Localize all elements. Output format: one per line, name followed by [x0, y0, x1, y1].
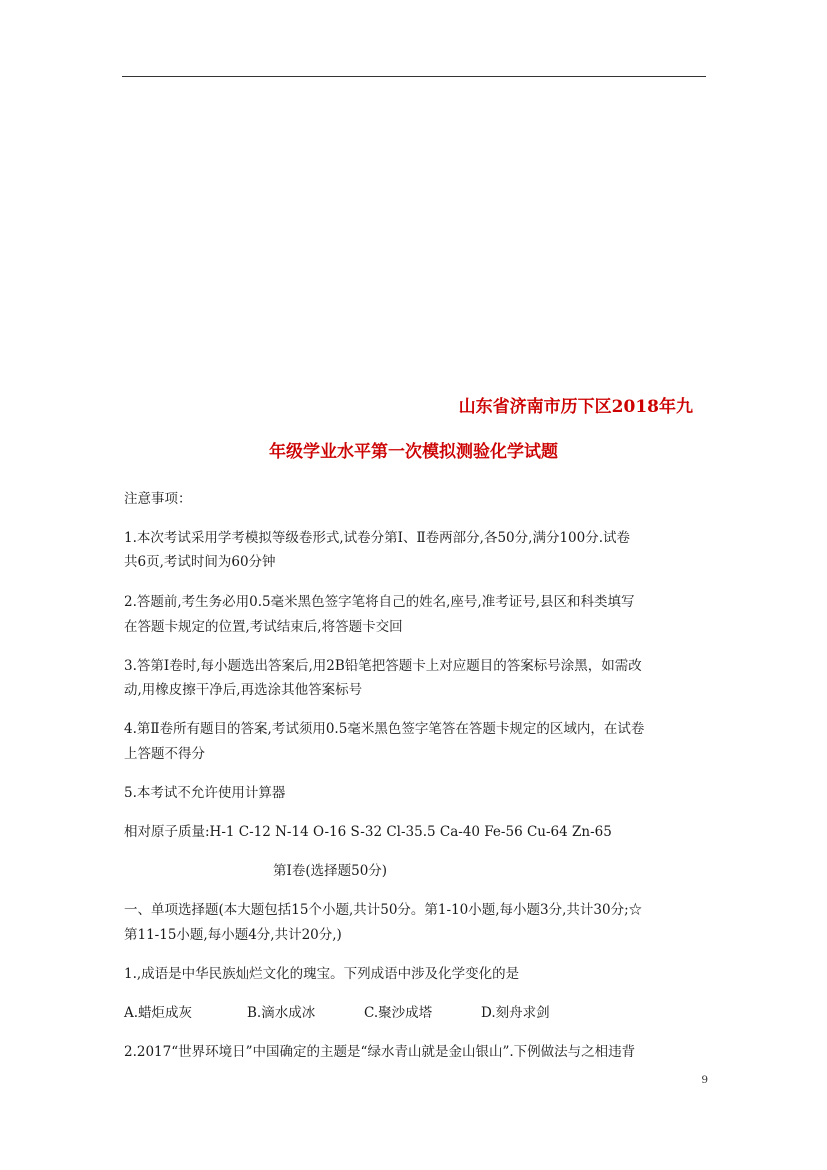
notice-item-3-line-1: 3.答第Ⅰ卷时,每小题选出答案后,用2B铅笔把答题卡上对应题目的答案标号涂黑，如需改	[124, 658, 642, 674]
notice-item-2-line-2: 在答题卡规定的位置,考试结束后,将答题卡交回	[124, 619, 403, 635]
question-1-option-b: B.滴水成冰	[247, 1005, 316, 1021]
notice-heading: 注意事项：	[124, 491, 192, 507]
title-line-2: 年级学业水平第一次模拟测验化学试题	[269, 442, 558, 462]
notice-item-5: 5.本考试不允许使用计算器	[124, 785, 286, 801]
section-title: 第Ⅰ卷(选择题50分)	[273, 863, 388, 879]
notice-item-2-line-1: 2.答题前,考生务必用0.5毫米黑色签字笔将自己的姓名,座号,准考证号,县区和科类填写	[124, 594, 635, 610]
notice-item-4-line-2: 上答题不得分	[124, 746, 205, 762]
title-line-1: 山东省济南市历下区2018年九	[458, 397, 693, 417]
notice-item-3-line-2: 动,用橡皮擦干净后,再选涂其他答案标号	[124, 682, 363, 698]
question-1-option-d: D.刻舟求剑	[481, 1005, 550, 1021]
notice-item-4-line-1: 4.第Ⅱ卷所有题目的答案,考试须用0.5毫米黑色签字笔答在答题卡规定的区域内，在试卷	[124, 721, 645, 737]
section-intro-line-2: 第11-15小题,每小题4分,共计20分,)	[124, 927, 342, 943]
page-number: 9	[701, 1074, 708, 1086]
header-rule	[122, 76, 706, 77]
question-1-option-a: A.蜡炬成灰	[124, 1005, 193, 1021]
section-intro-line-1: 一、单项选择题(本大题包括15个小题,共计50分。第1-10小题,每小题3分,共计30分;☆	[124, 902, 643, 918]
atomic-mass-line: 相对原子质量:H-1 C-12 N-14 O-16 S-32 Cl-35.5 Ca-40 Fe-56 Cu-64 Zn-65	[124, 824, 612, 840]
question-1-option-c: C.聚沙成塔	[364, 1005, 433, 1021]
question-1-stem: 1.,成语是中华民族灿烂文化的瑰宝。下列成语中涉及化学变化的是	[124, 966, 520, 982]
notice-item-1-line-1: 1.本次考试采用学考模拟等级卷形式,试卷分第Ⅰ、Ⅱ卷两部分,各50分,满分100分.试卷	[124, 530, 630, 546]
question-2-stem: 2.2017“世界环境日”中国确定的主题是“绿水青山就是金山银山”.下例做法与之相违背	[124, 1044, 636, 1060]
notice-item-1-line-2: 共6页,考试时间为60分钟	[124, 554, 276, 570]
